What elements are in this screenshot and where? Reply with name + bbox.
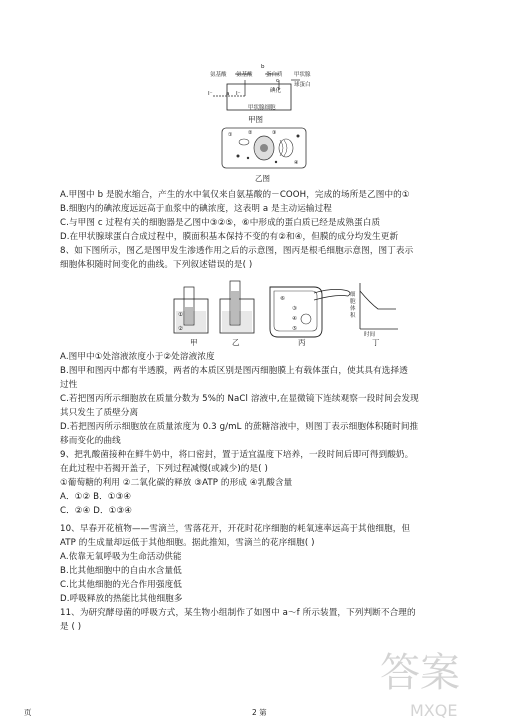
q8-option-c-line2: 其只发生了质壁分离 [60,408,139,418]
label-b: b [261,64,265,70]
osmosis-label-3: ③ [292,306,297,312]
figure-yi-cell [214,124,314,172]
watermark-logo [370,640,520,720]
q7-option-c: C.与甲图 c 过程有关的细胞器是乙图中③②⑤，⑥中形成的蛋白质已经是成熟蛋白质 [60,218,381,228]
footer-page-number: 2 第 [252,708,267,717]
q10-option-b: B.比其他细胞中的自由水含量低 [60,566,182,576]
label-thyroglobulin: 甲状腺 球蛋白 [294,72,311,88]
q10-option-c: C.比其他细胞的光合作用强度低 [60,580,182,590]
svg-text:③: ③ [272,130,277,136]
q8-option-a: A.图甲中①处溶液浓度小于②处溶液浓度 [60,352,215,362]
label-process: 碘化 [270,88,282,94]
svg-text:②: ② [248,130,253,136]
label-thyroid-cell: 甲状腺细胞 [248,105,276,111]
footer-page-label: 页 [24,708,32,717]
q8-option-b-line2: 过性 [60,380,78,390]
q8-stem-line2: 细胞体积随时间变化的曲线。下列叙述错误的是( ) [60,260,253,270]
q9-options-cd: C．②④ D．①③④ [60,506,133,516]
osmosis-caption-yi: 乙 [232,338,240,347]
q7-option-a: A.甲图中 b 是脱水缩合，产生的水中氧仅来自氨基酸的－COOH，完成的场所是乙图中的① [60,190,410,200]
svg-text:④: ④ [294,160,299,166]
q8-option-d-line1: D.若把图丙所示细胞放在质量浓度为 0.3 g/mL 的蔗糖溶液中，则图丁表示细胞体积随时间推 [60,422,419,432]
svg-text:MXQE: MXQE [410,701,458,720]
figure-jia-caption: 甲图 [248,115,263,124]
q7-option-d: D.在甲状腺球蛋白合成过程中，膜面积基本保持不变的有②和④，但膜的成分均发生更新 [60,232,399,242]
q8-stem-line1: 8、如下图所示，图乙是图甲发生渗透作用之后的示意图，图丙是根毛细胞示意图，图丁表示 [60,246,414,256]
osmosis-label-5: ⑤ [292,326,297,332]
osmosis-label-4: ④ [292,316,297,322]
label-c: c [276,78,280,84]
q8-option-b-line1: B.图甲和图丙中都有半透膜，两者的本质区别是图丙细胞膜上有载体蛋白，使其具有选择透 [60,366,408,376]
osmosis-caption-bing: 丙 [298,338,306,347]
q10-option-d: D.呼吸释放的热能比其他细胞多 [60,594,183,604]
label-protein: 蛋白质 [266,72,283,78]
label-amino-acid-2: 氨基酸 [236,72,253,78]
osmosis-label-1: ① [178,312,183,318]
svg-text:答案: 答案 [380,650,460,696]
q8-option-d-line2: 移而变化的曲线 [60,436,121,446]
svg-text:①: ① [228,132,233,138]
figure-yi-caption: 乙图 [255,174,270,183]
osmosis-label-6: ⑥ [280,296,285,302]
label-iodide-outside: I⁻ [208,91,213,97]
q9-stem-line2: 在此过程中若揭开盖子，下列过程减慢(或减少)的是( ) [60,464,268,474]
graph-x-axis-label: 时间 [364,332,376,338]
q9-options-ab: A．①② B．①③④ [60,492,132,502]
q10-stem-line1: 10、早春开花植物——雪滴兰，雪落花开，开花时花序细胞的耗氧速率远高于其他细胞，但 [60,524,411,534]
label-amino-acid-1: 氨基酸 [210,72,227,78]
osmosis-caption-jia: 甲 [190,338,198,347]
label-a: a [226,91,230,97]
q10-stem-line2: ATP 的生成量却远低于其他细胞。据此推知，雪滴兰的花序细胞( ) [60,538,315,548]
q11-stem-line2: 是 ( ) [60,622,82,632]
q9-stem-line1: 9、把乳酸菌接种在鲜牛奶中，将口密封，置于适宜温度下培养，一段时间后即可得到酸奶。 [60,450,414,460]
osmosis-label-2: ② [178,326,183,332]
q10-option-a: A.依靠无氧呼吸为生命活动供能 [60,552,182,562]
q11-stem-line1: 11、为研究酵母菌的呼吸方式，某生物小组制作了如图中 a～f 所示装置，下列判断不合理的 [60,608,416,618]
q8-option-c-line1: C.若把图丙所示细胞放在质量分数为 5%的 NaCl 溶液中,在显微镜下连续观察一段时间会发现 [60,394,419,404]
q7-option-b: B.细胞内的碘浓度远远高于血浆中的碘浓度，这表明 a 是主动运输过程 [60,204,332,214]
label-iodide-inside: I⁻ [236,91,241,97]
q9-items: ①葡萄糖的利用 ②二氧化碳的释放 ③ATP 的形成 ④乳酸含量 [60,478,293,488]
graph-y-axis-label: 细胞体积 [350,292,356,319]
osmosis-caption-ding: 丁 [372,338,380,347]
